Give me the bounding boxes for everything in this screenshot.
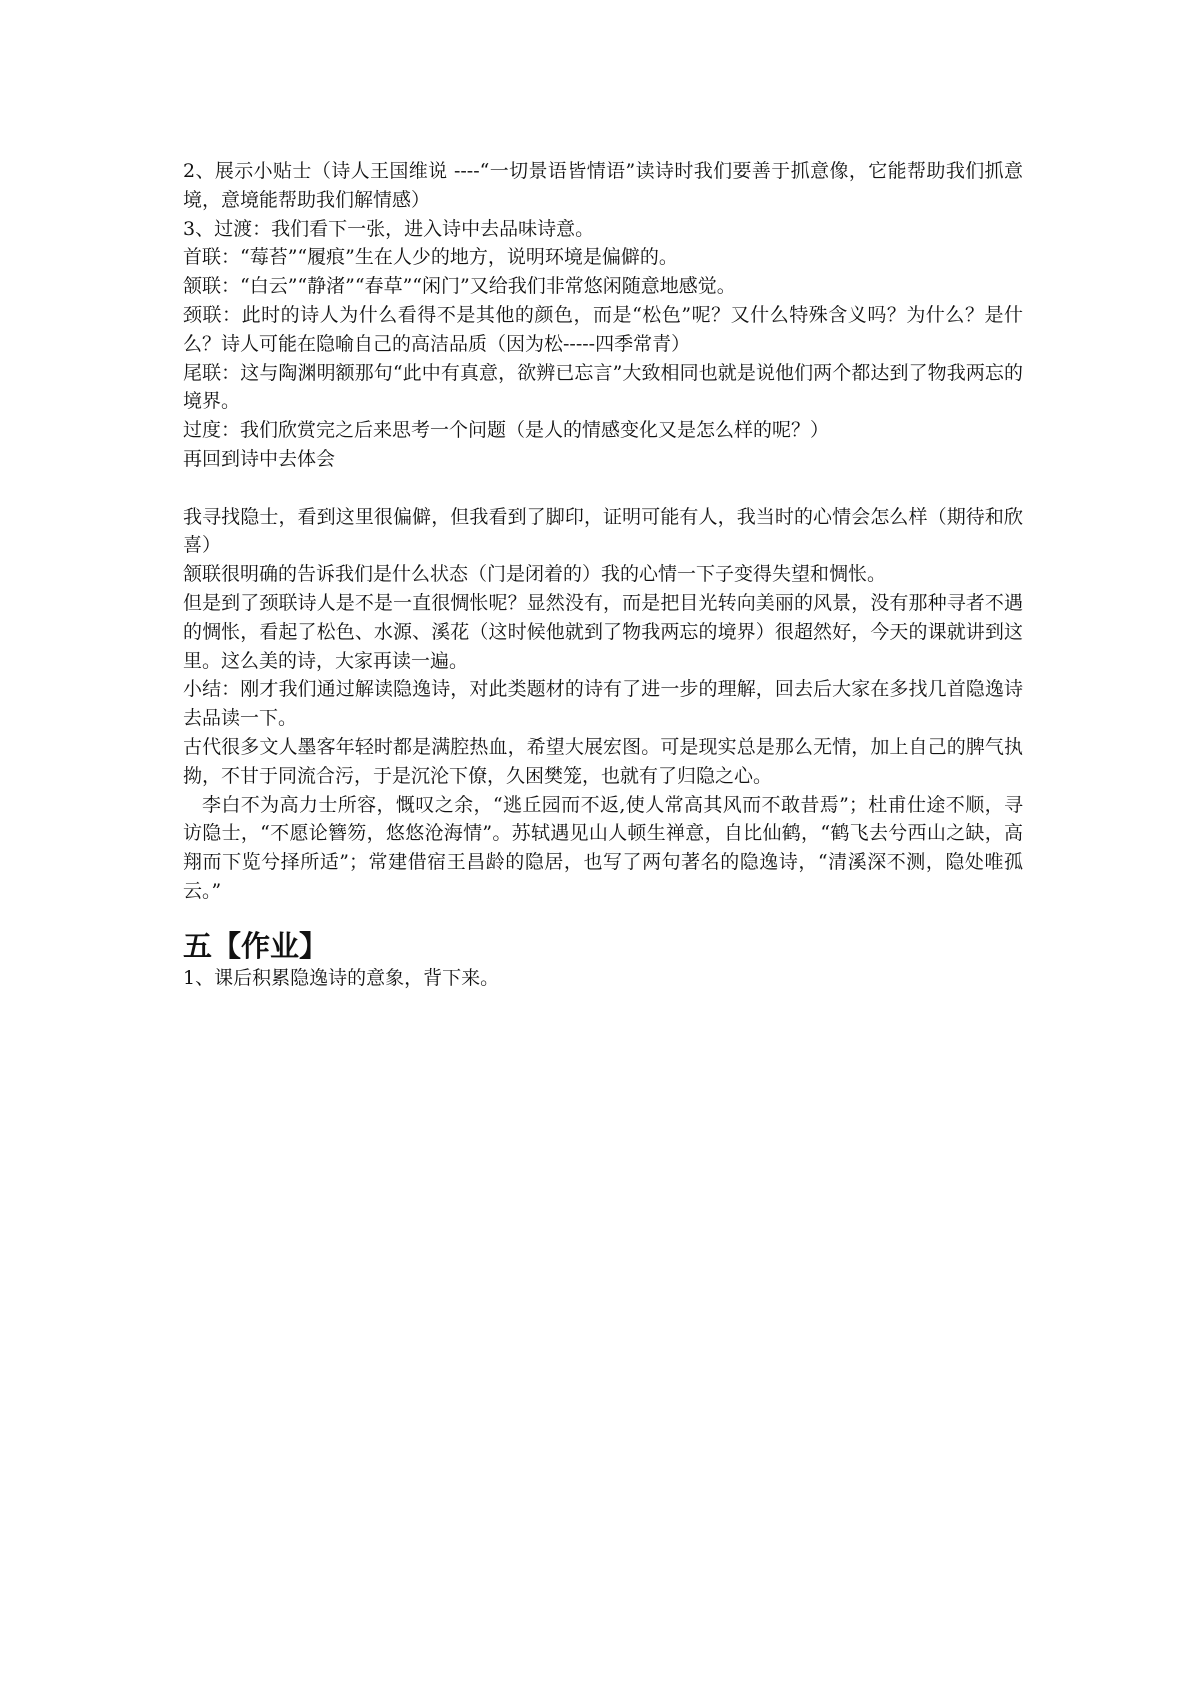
section-gap [183, 906, 1023, 928]
paragraph-examples: 李白不为高力士所容，慨叹之余，“逃丘园而不返,使人常高其风而不敢昔焉”；杜甫仕途不顺，寻访隐士，“不愿论簪笏，悠悠沧海情”。苏轼遇见山人顿生禅意，自比仙鹤，“鹤飞去兮西山之缺，高翔而下览兮择所适”；常建借宿王昌龄的隐居，也写了两句著名的隐逸诗，“清溪深不测，隐处唯孤云。” [183, 793, 1023, 902]
paragraph-hanlian-mood: 颔联很明确的告诉我们是什么状态（门是闭着的）我的心情一下子变得失望和惆怅。 [183, 563, 887, 586]
paragraph-ancient-literati: 古代很多文人墨客年轻时都是满腔热血，希望大展宏图。可是现实总是那么无情，加上自己的脾气执拗，不甘于同流合污，于是沉沦下僚，久困樊笼，也就有了归隐之心。 [183, 735, 1023, 787]
paragraph-tips: 2、展示小贴士（诗人王国维说 ----“一切景语皆情语”读诗时我们要善于抓意像，它能帮助我们抓意境，意境能帮助我们解情感） [183, 160, 1023, 211]
blank-line [183, 474, 1023, 503]
paragraph-jinglian-mood: 但是到了颈联诗人是不是一直很惆怅呢？显然没有，而是把目光转向美丽的风景，没有那种寻者不遇的惆怅，看起了松色、水源、溪花（这时候他就到了物我两忘的境界）很超然好，今天的课就讲到这里。这么美的诗，大家再读一遍。 [183, 591, 1023, 672]
paragraph-hanlian: 颔联：“白云”“静渚”“春草”“闲门”又给我们非常悠闲随意地感觉。 [183, 275, 736, 298]
paragraph-summary: 小结：刚才我们通过解读隐逸诗，对此类题材的诗有了进一步的理解，回去后大家在多找几首隐逸诗去品读一下。 [183, 678, 1023, 730]
paragraph-weilian: 尾联：这与陶渊明额那句“此中有真意，欲辨已忘言”大致相同也就是说他们两个都达到了物我两忘的境界。 [183, 361, 1023, 413]
paragraph-return: 再回到诗中去体会 [183, 447, 336, 470]
homework-item: 1、课后积累隐逸诗的意象，背下来。 [183, 966, 500, 989]
paragraph-jinglian: 颈联：此时的诗人为什么看得不是其他的颜色，而是“松色”呢？又什么特殊含义吗？为什么？是什么？诗人可能在隐喻自己的高洁品质（因为松-----四季常青） [183, 303, 1023, 355]
homework-heading: 五【作业】 [183, 928, 329, 963]
paragraph-transition: 3、过渡：我们看下一张，进入诗中去品味诗意。 [183, 217, 595, 240]
paragraph-guodu: 过度：我们欣赏完之后来思考一个问题（是人的情感变化又是怎么样的呢？） [183, 419, 830, 442]
paragraph-shoulian: 首联：“莓苔”“履痕”生在人少的地方，说明环境是偏僻的。 [183, 246, 678, 269]
paragraph-search: 我寻找隐士，看到这里很偏僻，但我看到了脚印，证明可能有人，我当时的心情会怎么样（期待和欣喜） [183, 505, 1023, 557]
document-body [183, 157, 1023, 993]
